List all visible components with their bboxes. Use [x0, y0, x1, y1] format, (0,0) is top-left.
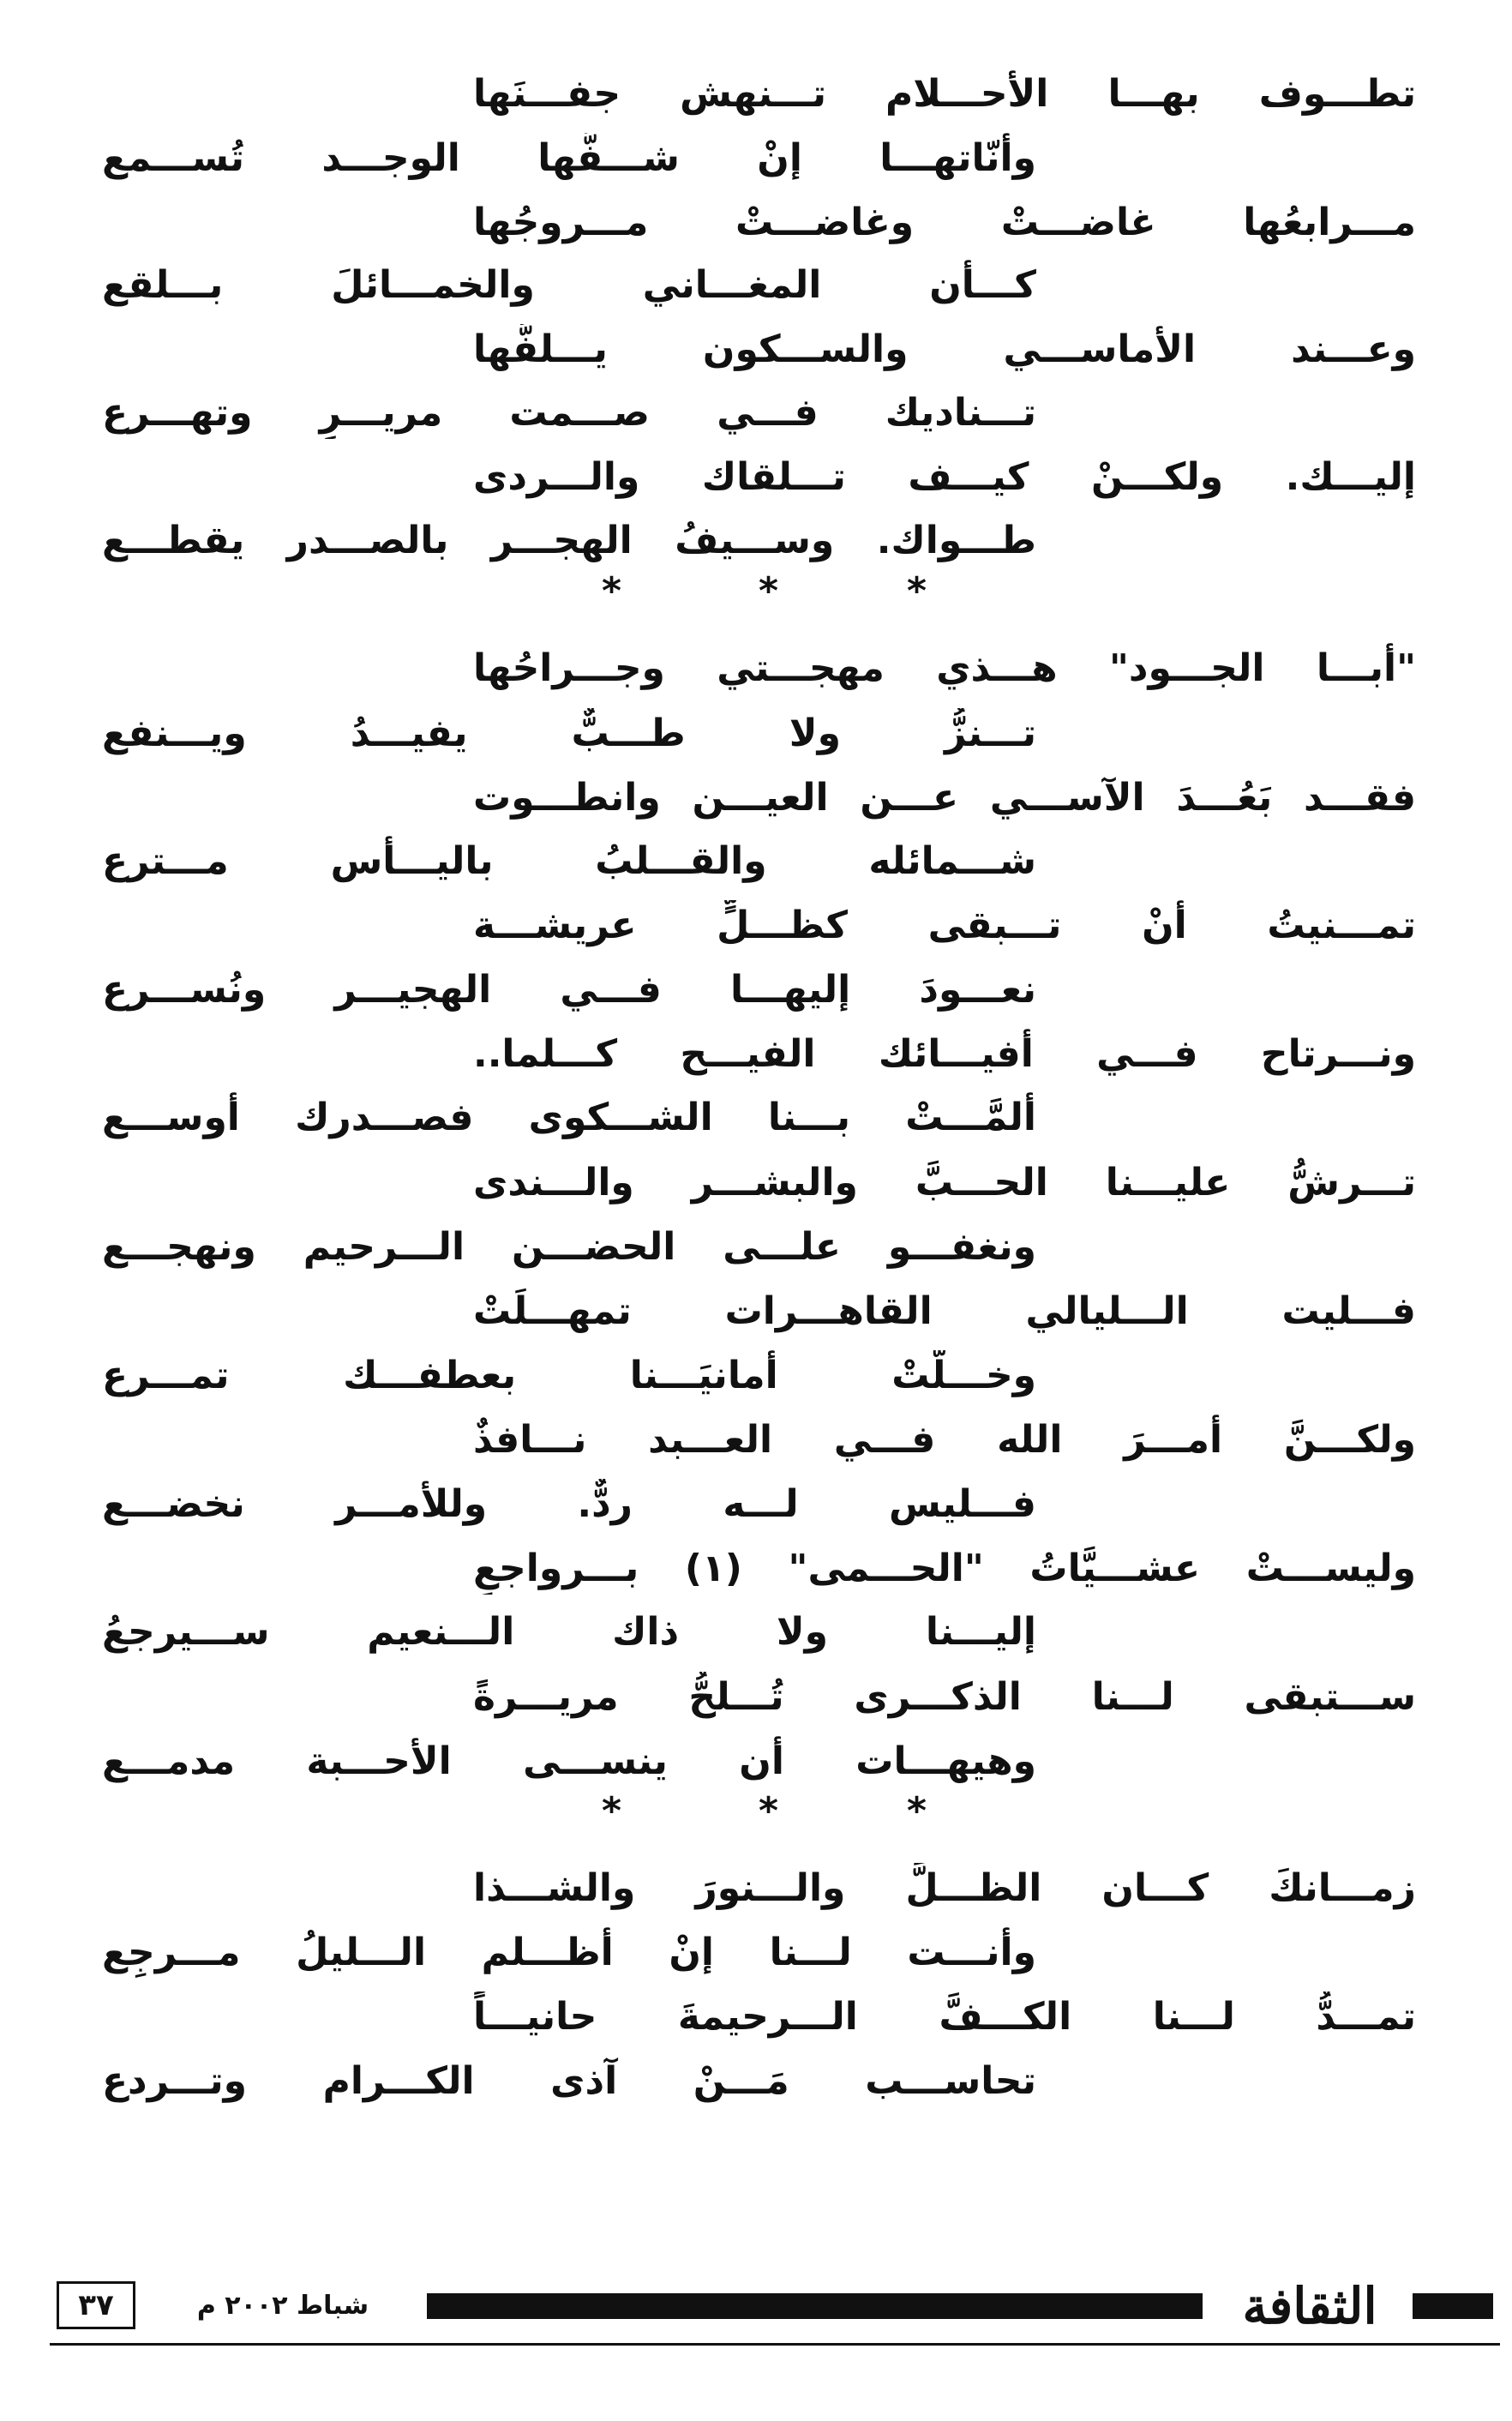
- separator-star: *: [759, 1789, 779, 1833]
- page-number: ٣٧: [57, 2281, 135, 2329]
- poem-line: ونغفـــو علـــى الحضـــن الـــرحيم ونهجـــع: [102, 1225, 1036, 1269]
- poem-line: ولكـــنَّ أمـــرَ الله فـــي العـــبد نـــافذٌ: [473, 1418, 1416, 1462]
- poem-line: تمـــدُّ لـــنا الكـــفَّ الـــرحيمةَ حانيـــاً: [473, 1995, 1416, 2039]
- poem-line: فـــليس لـــه ردٌّ. وللأمـــر نخضـــع: [102, 1482, 1036, 1526]
- poem-line: مـــرابعُها غاضـــتْ وغاضـــتْ مـــروجُها: [473, 201, 1416, 244]
- poem-line: تـــناديك فـــي صـــمت مريـــرٍ وتهـــرع: [102, 391, 1036, 435]
- separator-star: *: [759, 569, 779, 613]
- poem-line: ألمَّـــتْ بـــنا الشـــكوى فصـــدرك أوســـع: [102, 1096, 1036, 1139]
- page-footer: [50, 2276, 1500, 2336]
- poem-line: ونـــرتاح فـــي أفيـــائك الفيـــح كـــلما..: [473, 1032, 1416, 1076]
- poem-line: فقـــد بَعُـــدَ الآســـي عـــن العيـــن وانطـــوت: [473, 776, 1416, 820]
- poem-line: تـــنزُّ ولا طـــبٌّ يفيـــدُ ويـــنفع: [102, 712, 1036, 755]
- footer-bar: [427, 2293, 1203, 2319]
- separator-star: *: [602, 569, 622, 613]
- footer-bar: [1413, 2293, 1493, 2319]
- poem-line: إليـــنا ولا ذاك الـــنعيم ســـيرجعُ: [102, 1610, 1036, 1654]
- poem-line: ســـتبقى لـــنا الذكـــرى تُـــلحُّ مريـــرةً: [473, 1675, 1416, 1719]
- poem-line: وليســـتْ عشـــيَّاتُ "الحـــمى" (١) بـــرواجعٍ: [473, 1547, 1416, 1590]
- poem-line: "أبـــا الجـــود" هـــذي مهجـــتي وجـــراحُها: [473, 646, 1416, 690]
- poem-line: زمـــانكَ كـــان الظـــلَّ والـــنورَ والشـــذا: [473, 1866, 1416, 1910]
- separator-star: *: [907, 1789, 927, 1833]
- poem-line: شـــمائله والقـــلبُ باليـــأس مـــترع: [102, 839, 1036, 883]
- poem-line: تحاســـب مَـــنْ آذى الكـــرام وتـــردع: [102, 2059, 1036, 2103]
- poem-line: وخـــلَّتْ أمانيَـــنا بعطفـــك تمـــرع: [102, 1354, 1036, 1397]
- poem-line: وعـــند الأماســـي والســـكون يـــلفُّها: [473, 327, 1416, 371]
- poem-line: وأنّاتهـــا إنْ شـــفَّها الوجـــد تُســـمع: [102, 136, 1036, 180]
- poem-line: وأنـــت لـــنا إنْ أظـــلم الـــليلُ مـــرجِع: [102, 1931, 1036, 1974]
- poem-line: تمـــنيتُ أنْ تـــبقى كظـــلٍّ عريشـــة: [473, 904, 1416, 947]
- separator-star: *: [907, 569, 927, 613]
- magazine-logo: الثقافة: [1242, 2277, 1377, 2335]
- poem-line: تـــرشُّ عليـــنا الحـــبَّ والبشـــر والـــندى: [473, 1161, 1416, 1204]
- poem-line: نعـــودَ إليهـــا فـــي الهجيـــر ونُســـرع: [102, 968, 1036, 1012]
- poem-line: وهيهـــات أن ينســـى الأحـــبة مدمـــع: [102, 1739, 1036, 1783]
- stanza-separator: [0, 570, 1512, 613]
- poem-line: طـــواك. وســـيفُ الهجـــر بالصـــدر يقطـــع: [102, 519, 1036, 562]
- footer-rule: [50, 2343, 1500, 2346]
- poem-line: إليـــك. ولكـــنْ كيـــف تـــلقاك والـــردى: [473, 455, 1416, 499]
- poem-line: فـــليت الـــليالي القاهـــرات تمهـــلَتْ: [473, 1289, 1416, 1333]
- poem-line: تطـــوف بهـــا الأحـــلام تـــنهش جفـــنَها: [473, 72, 1416, 116]
- stanza-separator: [0, 1790, 1512, 1833]
- issue-date: شباط ٢٠٠٢ م: [196, 2291, 369, 2321]
- poem-line: كـــأن المغـــاني والخمـــائلَ بـــلقع: [102, 263, 1036, 307]
- separator-star: *: [602, 1789, 622, 1833]
